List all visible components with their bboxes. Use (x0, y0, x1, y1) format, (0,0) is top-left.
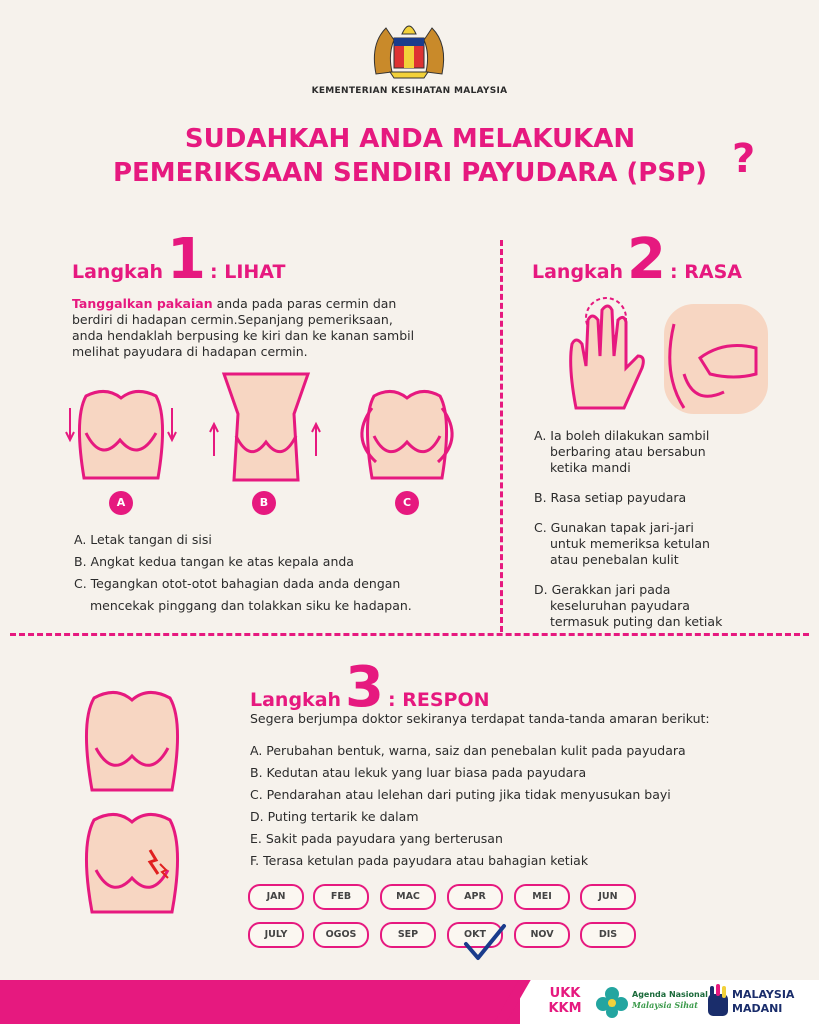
illustration-b-arms-up (204, 364, 328, 488)
illustration-torso-pain (72, 806, 192, 914)
step3-item-c: C. Pendarahan atau lelehan dari puting jika tidak menyusukan bayi (250, 787, 671, 802)
step2-item-a-line1: A. Ia boleh dilakukan sambil (534, 428, 710, 443)
agenda-logo-line1: Agenda Nasional (632, 990, 708, 999)
step1-item-c-cont: mencekak pinggang dan tolakkan siku ke hadapan. (90, 598, 412, 613)
page-title (60, 122, 760, 190)
step2-item-d-line3: termasuk puting dan ketiak (550, 614, 723, 629)
step2-name: : RASA (670, 261, 742, 283)
step3-word: Langkah (250, 689, 342, 711)
month-sep: SEP (380, 922, 436, 948)
checkmark-icon (462, 922, 508, 962)
malaysia-madani-logo (732, 988, 794, 1016)
badge-c: C (395, 491, 419, 515)
step2-item-a-line3: ketika mandi (550, 460, 631, 475)
month-nov: NOV (514, 922, 570, 948)
madani-logo-line1: MALAYSIA (732, 988, 795, 1001)
step2-number: 2 (627, 227, 667, 292)
hand-fingers-icon (562, 296, 650, 414)
step3-intro: Segera berjumpa doktor sekiranya terdapat tanda-tanda amaran berikut: (250, 711, 710, 726)
illustration-torso-front (72, 682, 192, 792)
step3-item-e: E. Sakit pada payudara yang berterusan (250, 831, 503, 846)
badge-b: B (252, 491, 276, 515)
step1-intro (72, 296, 492, 360)
step3-item-d: D. Puting tertarik ke dalam (250, 809, 419, 824)
divider-vertical (500, 240, 503, 632)
month-okt: OKT (447, 922, 503, 948)
step2-list (534, 428, 794, 630)
step1-number: 1 (167, 227, 207, 292)
divider-horizontal (10, 633, 809, 636)
step2-item-a-line2: berbaring atau bersabun (550, 444, 706, 459)
step1-intro-line1: anda pada paras cermin dan (212, 296, 397, 311)
step1-intro-highlight: Tanggalkan pakaian (72, 296, 213, 311)
step2-item-c-line3: atau penebalan kulit (550, 552, 679, 567)
badge-a: A (109, 491, 133, 515)
step1-item-c: C. Tegangkan otot-otot bahagian dada anda dengan (74, 576, 401, 591)
step1-intro-line3: anda hendaklah berpusing ke kiri dan ke kanan sambil (72, 328, 415, 343)
ministry-name: KEMENTERIAN KESIHATAN MALAYSIA (311, 86, 508, 96)
madani-logo-line2: MADANI (732, 1002, 783, 1015)
step1-intro-line2: berdiri di hadapan cermin.Sepanjang pemeriksaan, (72, 312, 393, 327)
illustration-a-arms-down (56, 378, 186, 488)
title-line-1: SUDAHKAH ANDA MELAKUKAN (184, 124, 636, 154)
step1-word: Langkah (72, 261, 164, 283)
hibiscus-icon (594, 984, 630, 1020)
step2-item-a (534, 428, 794, 476)
step2-item-d (534, 582, 794, 630)
agenda-logo-line2: Malaysia Sihat (632, 1000, 698, 1010)
step3-heading (250, 655, 490, 720)
illustration-c-hands-on-hips (342, 378, 472, 488)
step1-intro-line4: melihat payudara di hadapan cermin. (72, 344, 308, 359)
step2-item-b (534, 490, 794, 506)
month-july: JULY (248, 922, 304, 948)
step1-item-a: A. Letak tangan di sisi (74, 532, 212, 547)
ukk-kkm-logo (546, 986, 584, 1016)
step3-item-b: B. Kedutan atau lekuk yang luar biasa pada payudara (250, 765, 587, 780)
month-jan: JAN (248, 884, 304, 910)
step2-item-c (534, 520, 794, 568)
step3-number: 3 (345, 655, 385, 720)
hand-on-breast-icon (664, 304, 768, 414)
step3-item-f: F. Terasa ketulan pada payudara atau bahagian ketiak (250, 853, 589, 868)
month-ogos: OGOS (313, 922, 369, 948)
step2-item-b-line1: B. Rasa setiap payudara (534, 490, 687, 505)
step3-name: : RESPON (388, 689, 490, 711)
step1-list (74, 532, 494, 614)
madani-hand-icon (706, 984, 730, 1018)
agenda-logo (632, 990, 708, 1010)
title-question-mark: ? (732, 136, 756, 182)
step2-item-d-line1: D. Gerakkan jari pada (534, 582, 671, 597)
step3-item-a: A. Perubahan bentuk, warna, saiz dan penebalan kulit pada payudara (250, 743, 686, 758)
step1-item-b: B. Angkat kedua tangan ke atas kepala anda (74, 554, 354, 569)
ukk-logo-line2: KKM (548, 1001, 582, 1016)
step2-item-c-line1: C. Gunakan tapak jari-jari (534, 520, 694, 535)
month-mei: MEI (514, 884, 570, 910)
month-apr: APR (447, 884, 503, 910)
title-line-2: PEMERIKSAAN SENDIRI PAYUDARA (PSP) (112, 158, 708, 188)
step1-name: : LIHAT (210, 261, 286, 283)
step2-item-c-line2: untuk memeriksa ketulan (550, 536, 710, 551)
month-jun: JUN (580, 884, 636, 910)
ukk-logo-line1: UKK (549, 986, 581, 1001)
step2-item-d-line2: keseluruhan payudara (550, 598, 690, 613)
step3-list (250, 743, 790, 869)
month-dis: DIS (580, 922, 636, 948)
coat-of-arms-icon (366, 14, 452, 80)
step2-heading (532, 227, 742, 292)
step2-word: Langkah (532, 261, 624, 283)
month-feb: FEB (313, 884, 369, 910)
month-mac: MAC (380, 884, 436, 910)
step1-heading (72, 227, 286, 292)
